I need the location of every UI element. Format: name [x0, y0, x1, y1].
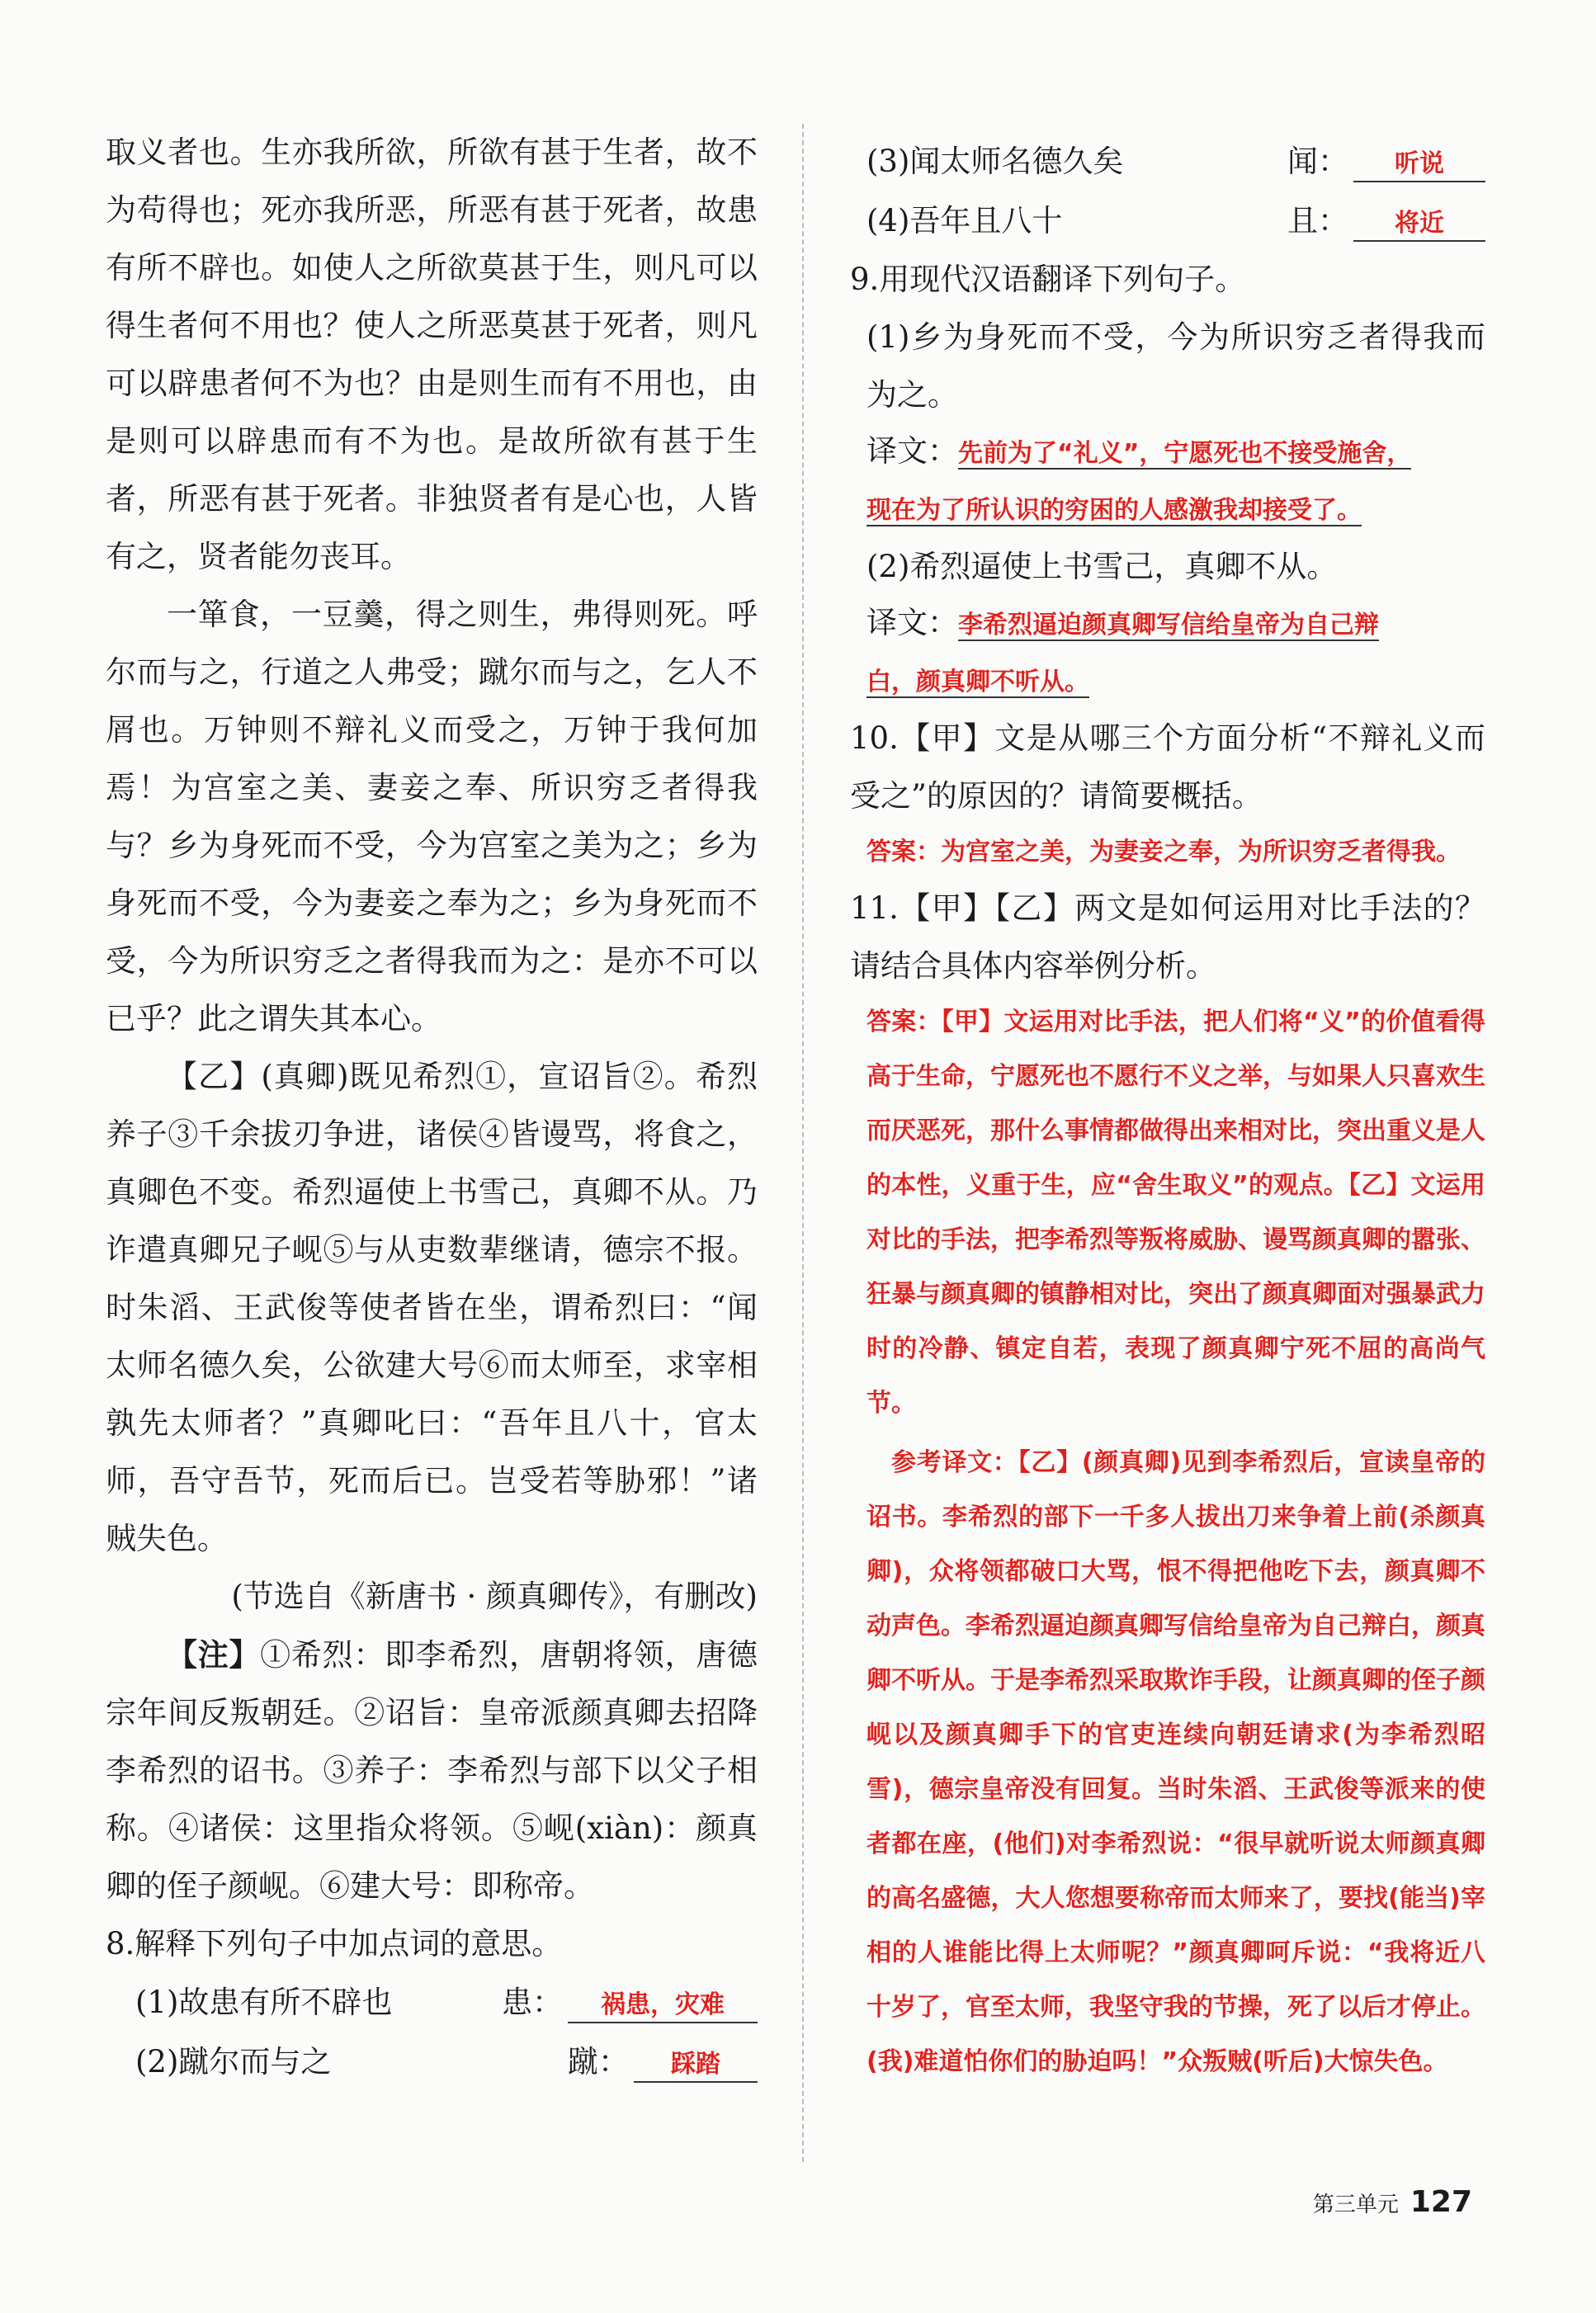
- reference-label: 参考译文：: [891, 1448, 1018, 1477]
- annotation: [106, 1626, 758, 1915]
- q11-answer-text: 【甲】文运用对比手法，把人们将“义”的价值看得高于生命，宁愿死也不愿行不义之举，与如果人只喜欢生而厌恶死，那什么事情都做得出来相对比，突出重义是人的本性，义重于生，应“舍生取义”的观点。【乙】文运用对比的手法，把李希烈等叛将威胁、谩骂颜真卿的嚣张、狂暴与颜真卿的镇静相对比，突出了颜真卿面对强暴武力时的冷静、镇定自若，表现了颜真卿宁死不屈的高尚气节。: [866, 1008, 1485, 1418]
- translation-label-2: 译文：: [866, 605, 958, 640]
- q8-item-4: [850, 191, 1485, 251]
- question-9: 9.用现代汉语翻译下列句子。: [850, 262, 1246, 297]
- q8-item-2-key: [568, 2032, 758, 2092]
- question-10: 10.【甲】文是从哪三个方面分析“不辩礼义而受之”的原因的？请简要概括。: [850, 720, 1485, 814]
- q8-item-3-sentence: (3)闻太师名德久矣: [866, 144, 1124, 179]
- q11-answer: [850, 995, 1485, 1431]
- source-citation: (节选自《新唐书 · 颜真卿传》，有删改): [231, 1579, 758, 1614]
- q10-answer-text: 为宫室之美，为妻妾之奉，为所识穷乏者得我。: [941, 838, 1461, 866]
- answer-label-2: 答案：: [866, 1008, 942, 1036]
- q9-item-2-answer-a: 李希烈逼迫颜真卿写信给皇帝为自己辩: [958, 611, 1379, 640]
- page-footer: [1313, 2185, 1472, 2219]
- left-column: [106, 124, 758, 2092]
- page-number: 127: [1409, 2185, 1472, 2219]
- question-11: 11.【甲】【乙】两文是如何运用对比手法的？请结合具体内容举例分析。: [850, 890, 1485, 984]
- q8-item-3: [850, 132, 1485, 191]
- q9-item-1-answer-b: 现在为了所认识的穷困的人感激我却接受了。: [866, 496, 1362, 525]
- q8-item-3-answer: 听说: [1353, 148, 1485, 182]
- q8-item-1-answer: 祸患，灾难: [568, 1989, 758, 2023]
- q9-item-1-answer-a: 先前为了“礼义”，宁愿死也不接受施舍，: [958, 439, 1412, 468]
- q8-item-4-answer: 将近: [1353, 207, 1485, 242]
- q8-item-4-word: 且：: [1287, 203, 1348, 238]
- question-8: 8.解释下列句子中加点词的意思。: [106, 1926, 563, 1961]
- answer-label: 答案：: [866, 838, 941, 866]
- q8-item-3-word: 闻：: [1287, 144, 1348, 179]
- q8-item-2: [106, 2032, 758, 2092]
- q8-item-1-word: 患：: [502, 1985, 563, 2020]
- q8-item-2-word: 蹴：: [568, 2044, 629, 2079]
- column-divider: [802, 124, 804, 2162]
- reference-text: 【乙】(颜真卿)见到李希烈后，宣读皇帝的诏书。李希烈的部下一千多人拔出刀来争着上前(杀颜真卿)，众将领都破口大骂，恨不得把他吃下去，颜真卿不动声色。李希烈逼迫颜真卿写信给皇帝为自己辩白，颜真卿不听从。于是李希烈采取欺诈手段，让颜真卿的侄子颜岘以及颜真卿手下的官吏连续向朝廷请求(为李希烈昭雪)，德宗皇帝没有回复。当时朱滔、王武俊等派来的使者都在座，(他们)对李希烈说：“很早就听说太师颜真卿的高名盛德，大人您想要称帝而太师来了，要找(能当)宰相的人谁能比得上太师呢？”颜真卿呵斥说：“我将近八十岁了，官至太师，我坚守我的节操，死了以后才停止。(我)难道怕你们的胁迫吗！”众叛贼(听后)大惊失色。: [866, 1448, 1486, 2076]
- right-column: [850, 132, 1485, 2089]
- reference-translation: [850, 1436, 1485, 2089]
- passage-jia-p2: 一箪食，一豆羹，得之则生，弗得则死。呼尔而与之，行道之人弗受；蹴尔而与之，乞人不屑也。万钟则不辩礼义而受之，万钟于我何加焉！为宫室之美、妻妾之奉、所识穷乏者得我与？乡为身死而不受，今为宫室之美为之；乡为身死而不受，今为妻妾之奉为之；乡为身死而不受，今为所识穷乏之者得我而为之：是亦不可以已乎？此之谓失其本心。: [106, 597, 758, 1036]
- q8-item-1-key: [502, 1973, 758, 2032]
- annotation-text: ①希烈：即李希烈，唐朝将领，唐德宗年间反叛朝廷。②诏旨：皇帝派颜真卿去招降李希烈的诏书。③养子：李希烈与部下以父子相称。④诸侯：这里指众将领。⑤岘(xiàn)：颜真卿的侄子颜岘。⑥建大号：即称帝。: [106, 1637, 758, 1904]
- q10-answer: [850, 825, 1485, 880]
- q8-item-1: [106, 1973, 758, 2032]
- q8-item-4-key: [1287, 191, 1485, 251]
- annotation-label: 【注】: [167, 1636, 261, 1673]
- translation-label: 译文：: [866, 433, 958, 469]
- q9-item-2-answer-b: 白，颜真卿不听从。: [866, 668, 1089, 696]
- q8-item-3-key: [1287, 132, 1485, 191]
- q8-item-4-sentence: (4)吾年且八十: [866, 203, 1063, 238]
- q9-item-2: (2)希烈逼使上书雪己，真卿不从。: [866, 549, 1338, 584]
- unit-label: 第三单元: [1312, 2193, 1399, 2217]
- q8-item-2-sentence: (2)蹴尔而与之: [135, 2044, 332, 2079]
- q8-item-1-sentence: (1)故患有所不辟也: [135, 1985, 393, 2020]
- q9-item-2-translation: [850, 596, 1485, 710]
- q9-item-1: (1)乡为身死而不受，今为所识穷乏者得我而为之。: [866, 319, 1485, 413]
- q9-item-1-translation: [850, 424, 1485, 538]
- passage-yi: 【乙】(真卿)既见希烈①，宣诏旨②。希烈养子③千余拔刃争进，诸侯④皆谩骂，将食之，真卿色不变。希烈逼使上书雪己，真卿不从。乃诈遣真卿兄子岘⑤与从吏数辈继请，德宗不报。时朱滔、王武俊等使者皆在坐，谓希烈曰：“闻太师名德久矣，公欲建大号⑥而太师至，求宰相孰先太师者？”真卿叱曰：“吾年且八十，官太师，吾守吾节，死而后已。岂受若等胁邪！”诸贼失色。: [106, 1059, 758, 1556]
- q8-item-2-answer: 踩踏: [634, 2048, 758, 2083]
- passage-jia-p1: 取义者也。生亦我所欲，所欲有甚于生者，故不为苟得也；死亦我所恶，所恶有甚于死者，故患有所不辟也。如使人之所欲莫甚于生，则凡可以得生者何不用也？使人之所恶莫甚于死者，则凡可以辟患者何不为也？由是则生而有不用也，由是则可以辟患而有不为也。是故所欲有甚于生者，所恶有甚于死者。非独贤者有是心也，人皆有之，贤者能勿丧耳。: [106, 135, 758, 574]
